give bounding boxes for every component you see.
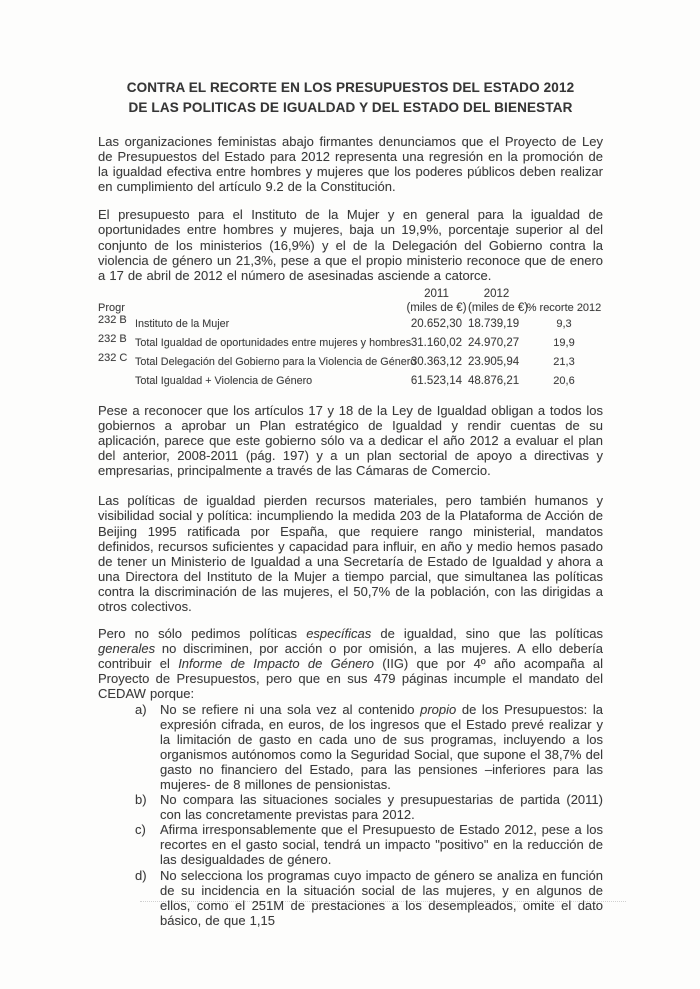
table-row bbox=[98, 315, 603, 334]
cell-2011-value: 30.363,12 bbox=[410, 355, 462, 368]
document-title bbox=[98, 78, 603, 117]
list-item-a-text bbox=[160, 702, 603, 792]
cell-2012-value: 48.876,21 bbox=[468, 374, 520, 387]
list-item-b-text: No compara las situaciones sociales y presupuestarias de partida (2011) con las concretamente previstas para 2012. bbox=[160, 792, 603, 823]
cell-2011-value: 61.523,14 bbox=[410, 374, 462, 387]
cell-pct-value: 19,9 bbox=[553, 336, 575, 349]
cell-pct-value: 21,3 bbox=[553, 355, 575, 368]
list-marker-a: a) bbox=[135, 701, 147, 717]
cell-program-code bbox=[98, 368, 135, 387]
p5-segment: no discriminen, por acción o por omisión, a las mujeres. A ello debería contribuir el bbox=[98, 641, 603, 672]
list-marker-c: c) bbox=[135, 822, 146, 838]
p5-italic-informe: Informe de Impacto de Género bbox=[178, 656, 374, 672]
list-item-b bbox=[98, 792, 603, 822]
table-year-header-row bbox=[98, 288, 603, 301]
list-item-a bbox=[98, 702, 603, 793]
title-line-2: DE LAS POLITICAS DE IGUALDAD Y DEL ESTADO DEL BIENESTAR bbox=[128, 99, 573, 115]
table-row bbox=[98, 334, 603, 353]
cell-2012-value: 24.970,27 bbox=[468, 336, 520, 349]
list-item-c-text: Afirma irresponsablemente que el Presupuesto de Estado 2012, pese a los recortes en el gasto social, tendrá un impacto "positivo" en la reducción de las desigualdades de género. bbox=[160, 822, 603, 868]
cell-program-code: 232 B bbox=[98, 332, 127, 345]
list-marker-d: d) bbox=[135, 867, 147, 883]
table-header-unit-2012: (miles de €) bbox=[468, 301, 529, 314]
cell-2011-value: 31.160,02 bbox=[410, 336, 462, 349]
cell-program-label: Total Igualdad de oportunidades entre mujeres y hombres bbox=[135, 336, 412, 349]
cell-2011-value: 20.652,30 bbox=[410, 317, 462, 330]
cell-pct-value: 9,3 bbox=[556, 317, 572, 330]
table-header-unit-2011: (miles de €) bbox=[406, 301, 467, 314]
table-header-2012: 2012 bbox=[483, 287, 510, 300]
table-row bbox=[98, 353, 603, 372]
cell-program-label: Total Delegación del Gobierno para la Violencia de Género bbox=[135, 355, 417, 368]
p5-italic-especificas: específicas bbox=[306, 626, 372, 642]
paragraph-intro: Las organizaciones feministas abajo firmantes denunciamos que el Proyecto de Ley de Presupuestos del Estado para 2012 representa una regresión en la promoción de la igualdad efectiva entre hombres y mujeres que los poderes públicos deben realizar en cumplimiento del artículo 9.2 de la Constitución. bbox=[98, 134, 603, 195]
list-a-segment: de los Presupuestos: la expresión cifrada, en euros, de los ingresos que el Estado prevé realizar y la limitación de gasto en cada uno de sus programas, incluyendo a los organismos autónomos como la Seguridad Social, que supone el 38,7% del gasto no financiero del Estado, para las pensiones –inferiores para las mujeres- de 8 millones de pensionistas. bbox=[160, 701, 604, 792]
table-header-2011: 2011 bbox=[424, 287, 449, 300]
cell-pct-value: 20,6 bbox=[553, 374, 575, 387]
table-unit-header-row bbox=[98, 301, 603, 315]
list-a-italic-propio: propio bbox=[420, 701, 457, 717]
cedaw-complaints-list bbox=[98, 702, 603, 928]
list-item-c bbox=[98, 822, 603, 867]
cell-program-label: Total Igualdad + Violencia de Género bbox=[135, 374, 313, 387]
scan-artifact bbox=[140, 901, 626, 902]
table-row bbox=[98, 372, 603, 391]
title-line-1: CONTRA EL RECORTE EN LOS PRESUPUESTOS DEL ESTADO 2012 bbox=[126, 80, 575, 95]
p5-segment: de igualdad, sino que las políticas bbox=[371, 626, 604, 642]
p5-segment: Pero no sólo pedimos políticas bbox=[98, 626, 307, 642]
table-header-progr: Progr bbox=[98, 301, 125, 314]
paragraph-equality-plan: Pese a reconocer que los artículos 17 y 18 de la Ley de Igualdad obligan a todos los gobiernos a aprobar un Plan estratégico de Igualdad y rendir cuentas de su aplicación, parece que este gobierno sólo va a dedicar el año 2012 a evaluar el plan del anterior, 2008-2011 (pág. 197) y a un plan sectorial de apoyo a directivas y empresarias, principalmente a través de las Cámaras de Comercio. bbox=[98, 402, 603, 479]
p5-segment: (IIG) que por 4º año acompaña al Proyecto de Presupuestos, pero que en sus 479 páginas incumple el mandato del CEDAW porque: bbox=[98, 656, 603, 702]
list-item-d-text: No selecciona los programas cuyo impacto de género se analiza en función de su incidencia en la situación social de las mujeres, y en algunos de ellos, como el 251M de prestaciones a los desempleados, omite el dato básico, de que 1,15 bbox=[160, 867, 603, 928]
cell-program-code: 232 B bbox=[98, 313, 127, 326]
cell-program-code: 232 C bbox=[98, 351, 128, 364]
paragraph-budget-cuts: El presupuesto para el Instituto de la Mujer y en general para la igualdad de oportunidades entre hombres y mujeres, baja un 19,9%, porcentaje superior al del conjunto de los ministerios (16,9%) y el de la Delegación del Gobierno contra la violencia de género un 21,3%, pese a que el propio ministerio reconoce que de enero a 17 de abril de 2012 el número de asesinadas asciende a catorce. bbox=[98, 207, 603, 283]
paragraph-iig bbox=[98, 626, 603, 701]
cell-program-label: Instituto de la Mujer bbox=[135, 317, 230, 330]
p5-italic-generales: generales bbox=[98, 641, 156, 657]
list-marker-b: b) bbox=[135, 792, 147, 808]
budget-table bbox=[98, 288, 603, 391]
cell-2012-value: 18.739,19 bbox=[468, 317, 520, 330]
list-a-segment: No se refiere ni una sola vez al contenido bbox=[160, 701, 421, 717]
table-header-pct-recorte: % recorte 2012 bbox=[526, 301, 602, 314]
paragraph-resources: Las políticas de igualdad pierden recursos materiales, pero también humanos y visibilidad social y política: incumpliendo la medida 203 de la Plataforma de Acción de Beijing 1995 ratificada por España, que requiere rango ministerial, mandatos definidos, recursos suficientes y capacidad para influir, en año y medio hemos pasado de tener un Ministerio de Igualdad a una Secretaría de Estado de Igualdad y ahora a una Directora del Instituto de la Mujer a tiempo parcial, que simultanea las políticas contra la discriminación de las mujeres, el 50,7% de la población, con las dirigidas a otros colectivos. bbox=[98, 493, 603, 614]
list-item-d bbox=[98, 868, 603, 928]
cell-2012-value: 23.905,94 bbox=[468, 355, 520, 368]
